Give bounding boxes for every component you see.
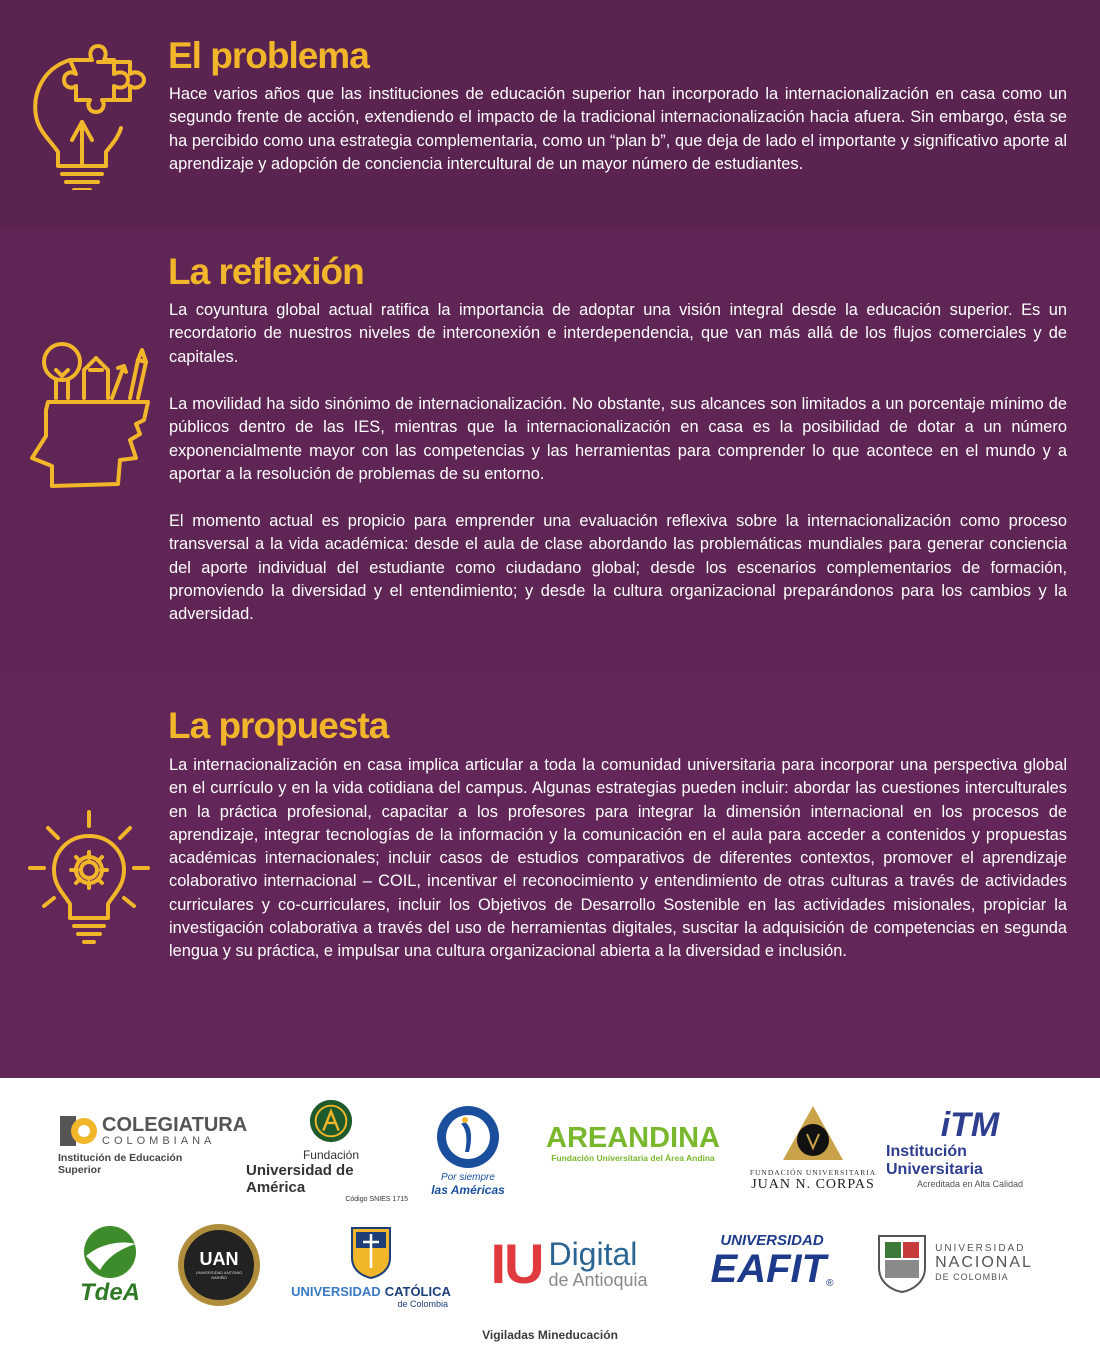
logo-sub: COLOMBIANA <box>102 1135 216 1147</box>
vision-americas-seal-icon <box>435 1104 501 1170</box>
logo-iu-digital <box>476 1224 662 1304</box>
section-paragraph: Hace varios años que las instituciones de educación superior han incorporado la internacionalización en casa como un segundo frente de acción, extendiendo el impacto de la tradicional internacionalización hacia afuera. Sin embargo, ésta se ha percibido como una estrategia complementaria, como un “plan b”, que deja de lado el importante y significativo aporte al aprendizaje y adopción de conciencia intercultural de un mayor número de estudiantes. <box>169 85 1067 173</box>
logo-name: COLEGIATURA <box>102 1114 248 1136</box>
logo-name: NACIONAL <box>935 1253 1033 1271</box>
logo-name: UNIVERSIDAD <box>720 1232 824 1249</box>
logo-mark: IU <box>490 1232 543 1295</box>
catolica-shield-icon <box>348 1224 394 1280</box>
logo-sub: de Colombia <box>397 1298 448 1309</box>
logo-reg: ® <box>826 1278 834 1289</box>
logo-universidad-de-america <box>246 1098 416 1203</box>
logo-tagline: Institución de Educación Superior <box>58 1152 183 1176</box>
logo-itm <box>886 1104 1054 1192</box>
logo-vision-de-las-americas <box>428 1094 508 1206</box>
section-title: La propuesta <box>168 705 389 746</box>
logo-eafit <box>700 1228 844 1294</box>
logo-pre: FUNDACIÓN UNIVERSITARIA <box>749 1167 877 1177</box>
corpas-emblem-icon <box>781 1104 845 1164</box>
logo-name: UNIVERSIDAD ANTONIO NARIÑO <box>195 1270 243 1280</box>
section-title: La reflexión <box>168 251 364 292</box>
logo-name: UNIVERSIDAD <box>935 1242 1026 1254</box>
section-title: El problema <box>168 35 369 76</box>
section-paragraph: La internacionalización en casa implica articular a toda la comunidad universitaria para incorporar una perspectiva global en el currículo y en la vida cotidiana del campus. Algunas estrategias pueden incluir: abordar las cuestiones interculturales en la práctica profesional, capacitar a los profesores para integrar la dimensión internacional en los procesos de aprendizaje, integrar tecnologías de la información y la comunicación en el aula para acceder a contenidos y propuestas académicas internacionales; incluir casos de estudios comparativos de diferentes contextos, promover el aprendizaje colaborativo internacional – COIL, incentivar el reconocimiento y entendimiento de otras culturas a través de actividades curriculares y co-curriculares, incluir los Objetivos de Desarrollo Sostenible en las actividades misionales, propiciar la investigación colaborativa a través del uso de herramientas digitales, suscitar la adquisición de competencias en segunda lengua y su práctica, e impulsar una cultura organizacional abierta a la diversidad e inclusión. <box>169 756 1067 961</box>
head-ideas-icon <box>26 340 156 500</box>
logo-areandina <box>538 1118 728 1168</box>
unal-shield-icon <box>875 1230 929 1294</box>
logo-sub: de Antioquia <box>548 1270 648 1290</box>
gear-lightbulb-icon <box>28 810 150 950</box>
logo-name: Universidad de América <box>246 1162 354 1196</box>
colegiatura-mark-icon <box>58 1112 98 1150</box>
logo-universidad-catolica <box>288 1216 454 1316</box>
tdea-mark-icon <box>78 1222 142 1280</box>
logo-pre: Fundación <box>302 1148 360 1162</box>
logo-name: DE COLOMBIA <box>935 1271 1009 1282</box>
logo-colegiatura <box>58 1108 248 1180</box>
uan-ring <box>178 1224 260 1306</box>
section-la-reflexion <box>0 228 1100 674</box>
section-el-problema <box>0 0 1100 228</box>
logo-tdea <box>60 1216 160 1312</box>
logo-tag: las Américas <box>431 1182 505 1197</box>
puzzle-lightbulb-icon <box>26 40 151 190</box>
logo-tagline: Acreditada en Alta Calidad <box>916 1179 1024 1189</box>
section-paragraph: La movilidad ha sido sinónimo de internacionalización. No obstante, sus alcances son limitados a un porcentaje mínimo de públicos dentro de las IES, mientras que la internacionalización en casa es la posibilidad de dotar a un número exponencialmente mayor con las competencias y las herramientas para comprender lo que acontece en el mundo y a aportar a la resolución de problemas de su entorno. <box>169 395 1067 483</box>
logo-name: Institución Universitaria <box>886 1143 983 1178</box>
section-la-propuesta <box>0 674 1100 1078</box>
section-paragraph: El momento actual es propicio para emprender una evaluación reflexiva sobre la internacionalización como proceso transversal a la vida académica: desde el aula de clase abordando las problemáticas mundiales para generar conciencia del aporte individual del estudiante como ciudadano global; desde los escenarios complementarios de formación, promoviendo la diversidad y el entendimiento; y desde la cultura organizacional preparándonos para los cambios y la adversidad. <box>169 512 1067 624</box>
logo-uan <box>176 1222 262 1308</box>
logo-name: EAFIT <box>710 1247 827 1291</box>
logo-code: Código SNIES 1715 <box>345 1196 408 1203</box>
logo-name: JUAN N. CORPAS <box>751 1176 875 1192</box>
logo-universidad-nacional <box>870 1226 1038 1298</box>
logo-name: UNIVERSIDAD <box>291 1283 381 1299</box>
logo-name: AREANDINA <box>546 1122 720 1154</box>
logo-juan-n-corpas <box>748 1098 878 1198</box>
logo-mark: UAN <box>199 1249 239 1269</box>
logo-tagline: Fundación Universitaria del Área Andina <box>551 1153 715 1163</box>
footer-note: Vigiladas Mineducación <box>482 1328 618 1342</box>
section-paragraph: La coyuntura global actual ratifica la importancia de adoptar una visión integral desde la educación superior. Es un recordatorio de nuestros niveles de interconexión e interdependencia, que van más allá de los flujos comerciales y de capitales. <box>169 301 1067 366</box>
america-shield-icon <box>307 1098 355 1144</box>
logo-tag: Por siempre <box>441 1171 495 1183</box>
partner-logos <box>0 1078 1100 1348</box>
logo-name: CATÓLICA <box>384 1283 451 1299</box>
logo-name: TdeA <box>80 1279 140 1306</box>
logo-name: Digital <box>548 1236 638 1272</box>
logo-mark: iTM <box>940 1106 1000 1144</box>
